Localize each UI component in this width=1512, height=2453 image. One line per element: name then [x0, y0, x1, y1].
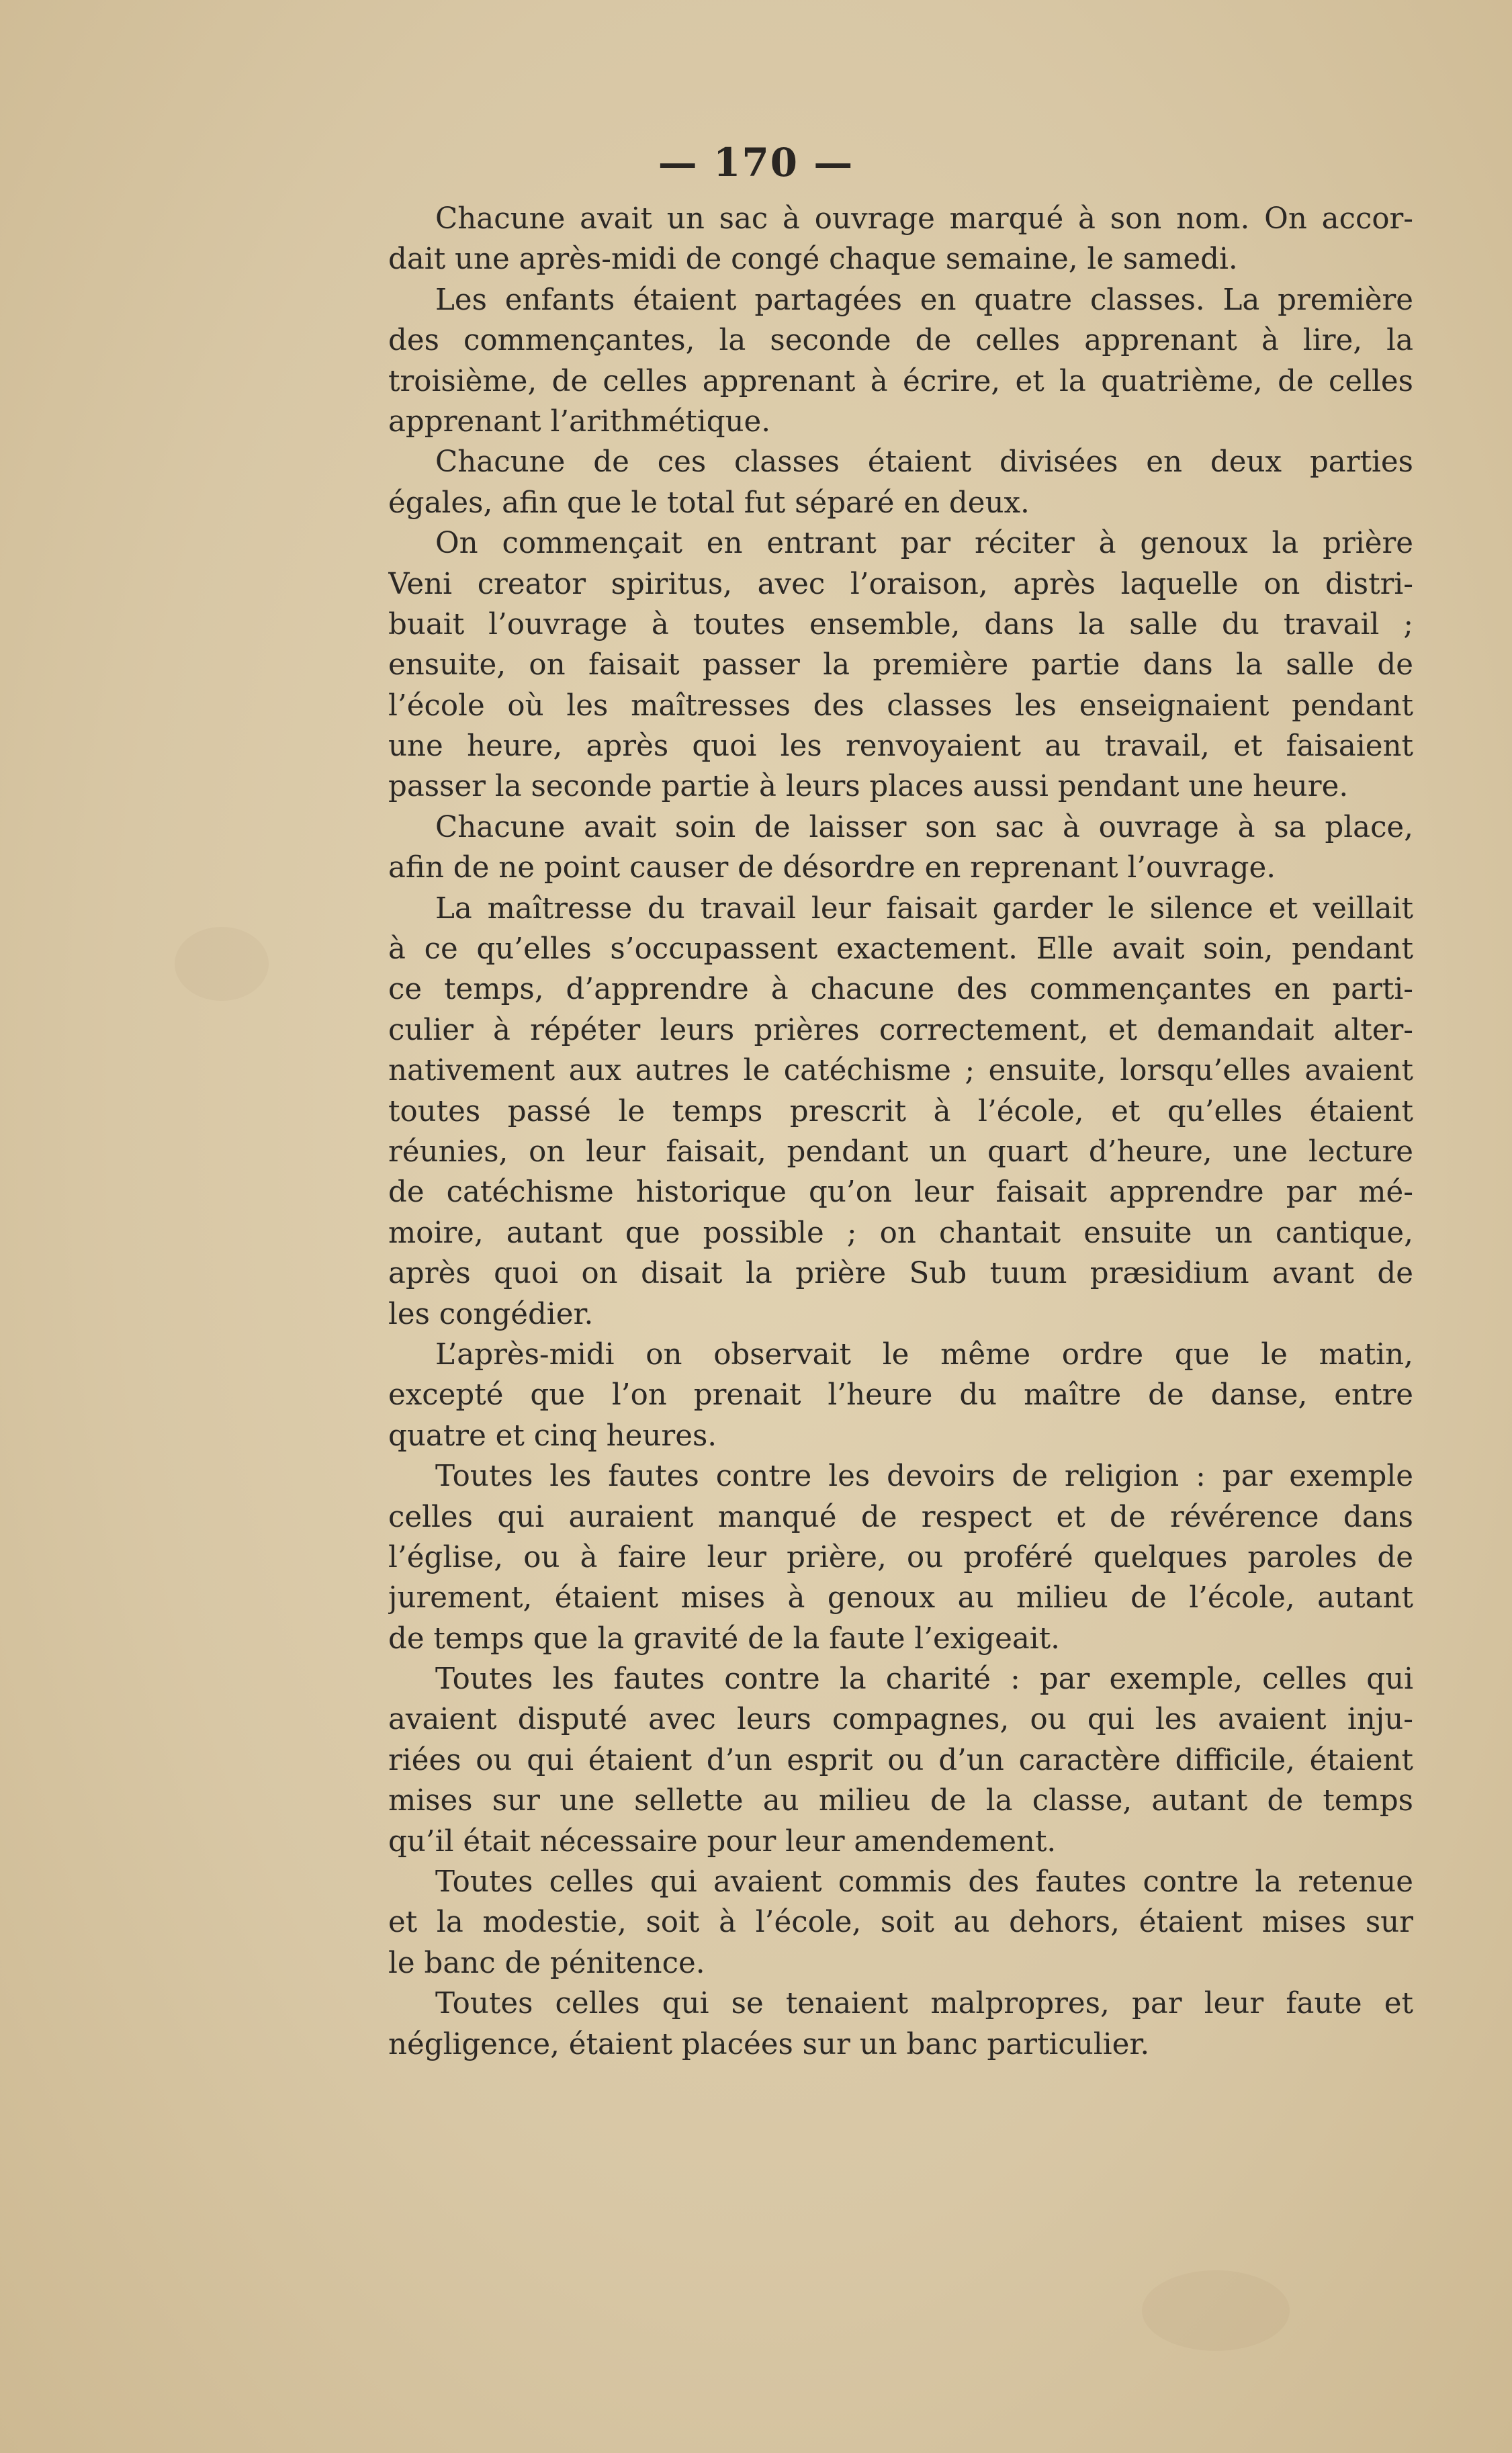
text-line: l’école où les maîtresses des classes les enseignaient pendant: [388, 688, 1413, 723]
text-line: Veni creator spiritus, avec l’oraison, après laquelle on distri-: [388, 567, 1413, 601]
text-line: riées ou qui étaient d’un esprit ou d’un caractère difficile, étaient: [388, 1743, 1413, 1777]
text-line: passer la seconde partie à leurs places aussi pendant une heure.: [388, 770, 1349, 804]
text-line: nativement aux autres le catéchisme ; ensuite, lorsqu’elles avaient: [388, 1054, 1413, 1088]
text-line: mises sur une sellette au milieu de la classe, autant de temps: [388, 1784, 1413, 1818]
text-line: jurement, étaient mises à genoux au milieu de l’école, autant: [388, 1581, 1413, 1615]
text-line: La maîtresse du travail leur faisait garder le silence et veillait: [435, 891, 1413, 926]
text-line: les congédier.: [388, 1297, 594, 1331]
text-line: Les enfants étaient partagées en quatre classes. La première: [435, 283, 1413, 317]
text-line: une heure, après quoi les renvoyaient au travail, et faisaient: [388, 729, 1413, 764]
text-line: celles qui auraient manqué de respect et de révérence dans: [388, 1500, 1413, 1534]
text-line: l’église, ou à faire leur prière, ou proféré quelques paroles de: [388, 1540, 1413, 1574]
text-line: apprenant l’arithmétique.: [388, 404, 771, 439]
text-line: le banc de pénitence.: [388, 1946, 705, 1980]
text-line: Chacune avait un sac à ouvrage marqué à son nom. On accor-: [435, 202, 1413, 236]
text-line: ce temps, d’apprendre à chacune des commençantes en parti-: [388, 973, 1413, 1007]
text-line: réunies, on leur faisait, pendant un quart d’heure, une lecture: [388, 1134, 1413, 1169]
text-line: Chacune avait soin de laisser son sac à ouvrage à sa place,: [435, 810, 1413, 844]
text-line: Toutes celles qui avaient commis des fautes contre la retenue: [435, 1865, 1413, 1900]
text-line: excepté que l’on prenait l’heure du maître de danse, entre: [388, 1378, 1413, 1413]
text-line: à ce qu’elles s’occupassent exactement. Elle avait soin, pendant: [388, 932, 1413, 967]
paper-stain: [1142, 2270, 1290, 2351]
text-line: buait l’ouvrage à toutes ensemble, dans la salle du travail ;: [388, 607, 1413, 641]
text-line: avaient disputé avec leurs compagnes, ou qui les avaient inju-: [388, 1703, 1413, 1737]
text-line: dait une après-midi de congé chaque semaine, le samedi.: [388, 242, 1238, 277]
text-line: égales, afin que le total fut séparé en deux.: [388, 486, 1030, 520]
paper-stain: [175, 927, 269, 1001]
text-line: troisième, de celles apprenant à écrire, et la quatrième, de celles: [388, 364, 1413, 398]
text-line: culier à répéter leurs prières correctement, et demandait alter-: [388, 1013, 1413, 1047]
text-line: Toutes les fautes contre les devoirs de religion : par exemple: [435, 1460, 1413, 1494]
text-line: Toutes celles qui se tenaient malpropres, par leur faute et: [435, 1987, 1413, 2021]
text-line: de temps que la gravité de la faute l’exigeait.: [388, 1621, 1060, 1656]
text-line: de catéchisme historique qu’on leur faisait apprendre par mé-: [388, 1175, 1413, 1210]
text-line: et la modestie, soit à l’école, soit au dehors, étaient mises sur: [388, 1906, 1413, 1940]
text-line: Toutes les fautes contre la charité : par exemple, celles qui: [435, 1662, 1413, 1697]
text-line: L’après-midi on observait le même ordre que le matin,: [435, 1337, 1413, 1372]
text-line: moire, autant que possible ; on chantait ensuite un cantique,: [388, 1216, 1413, 1250]
text-line: des commençantes, la seconde de celles apprenant à lire, la: [388, 324, 1413, 358]
text-line: ensuite, on faisait passer la première partie dans la salle de: [388, 648, 1413, 682]
text-line: après quoi on disait la prière Sub tuum præsidium avant de: [388, 1257, 1413, 1291]
body-text: [388, 199, 1413, 2065]
text-line: quatre et cinq heures.: [388, 1419, 717, 1453]
page-number: — 170 —: [658, 140, 854, 185]
text-line: On commençait en entrant par réciter à genoux la prière: [435, 527, 1413, 561]
text-line: Chacune de ces classes étaient divisées en deux parties: [435, 445, 1413, 480]
text-line: toutes passé le temps prescrit à l’école, et qu’elles étaient: [388, 1094, 1413, 1128]
text-line: qu’il était nécessaire pour leur amendement.: [388, 1824, 1057, 1859]
text-line: afin de ne point causer de désordre en reprenant l’ouvrage.: [388, 851, 1276, 885]
text-line: négligence, étaient placées sur un banc particulier.: [388, 2027, 1150, 2061]
